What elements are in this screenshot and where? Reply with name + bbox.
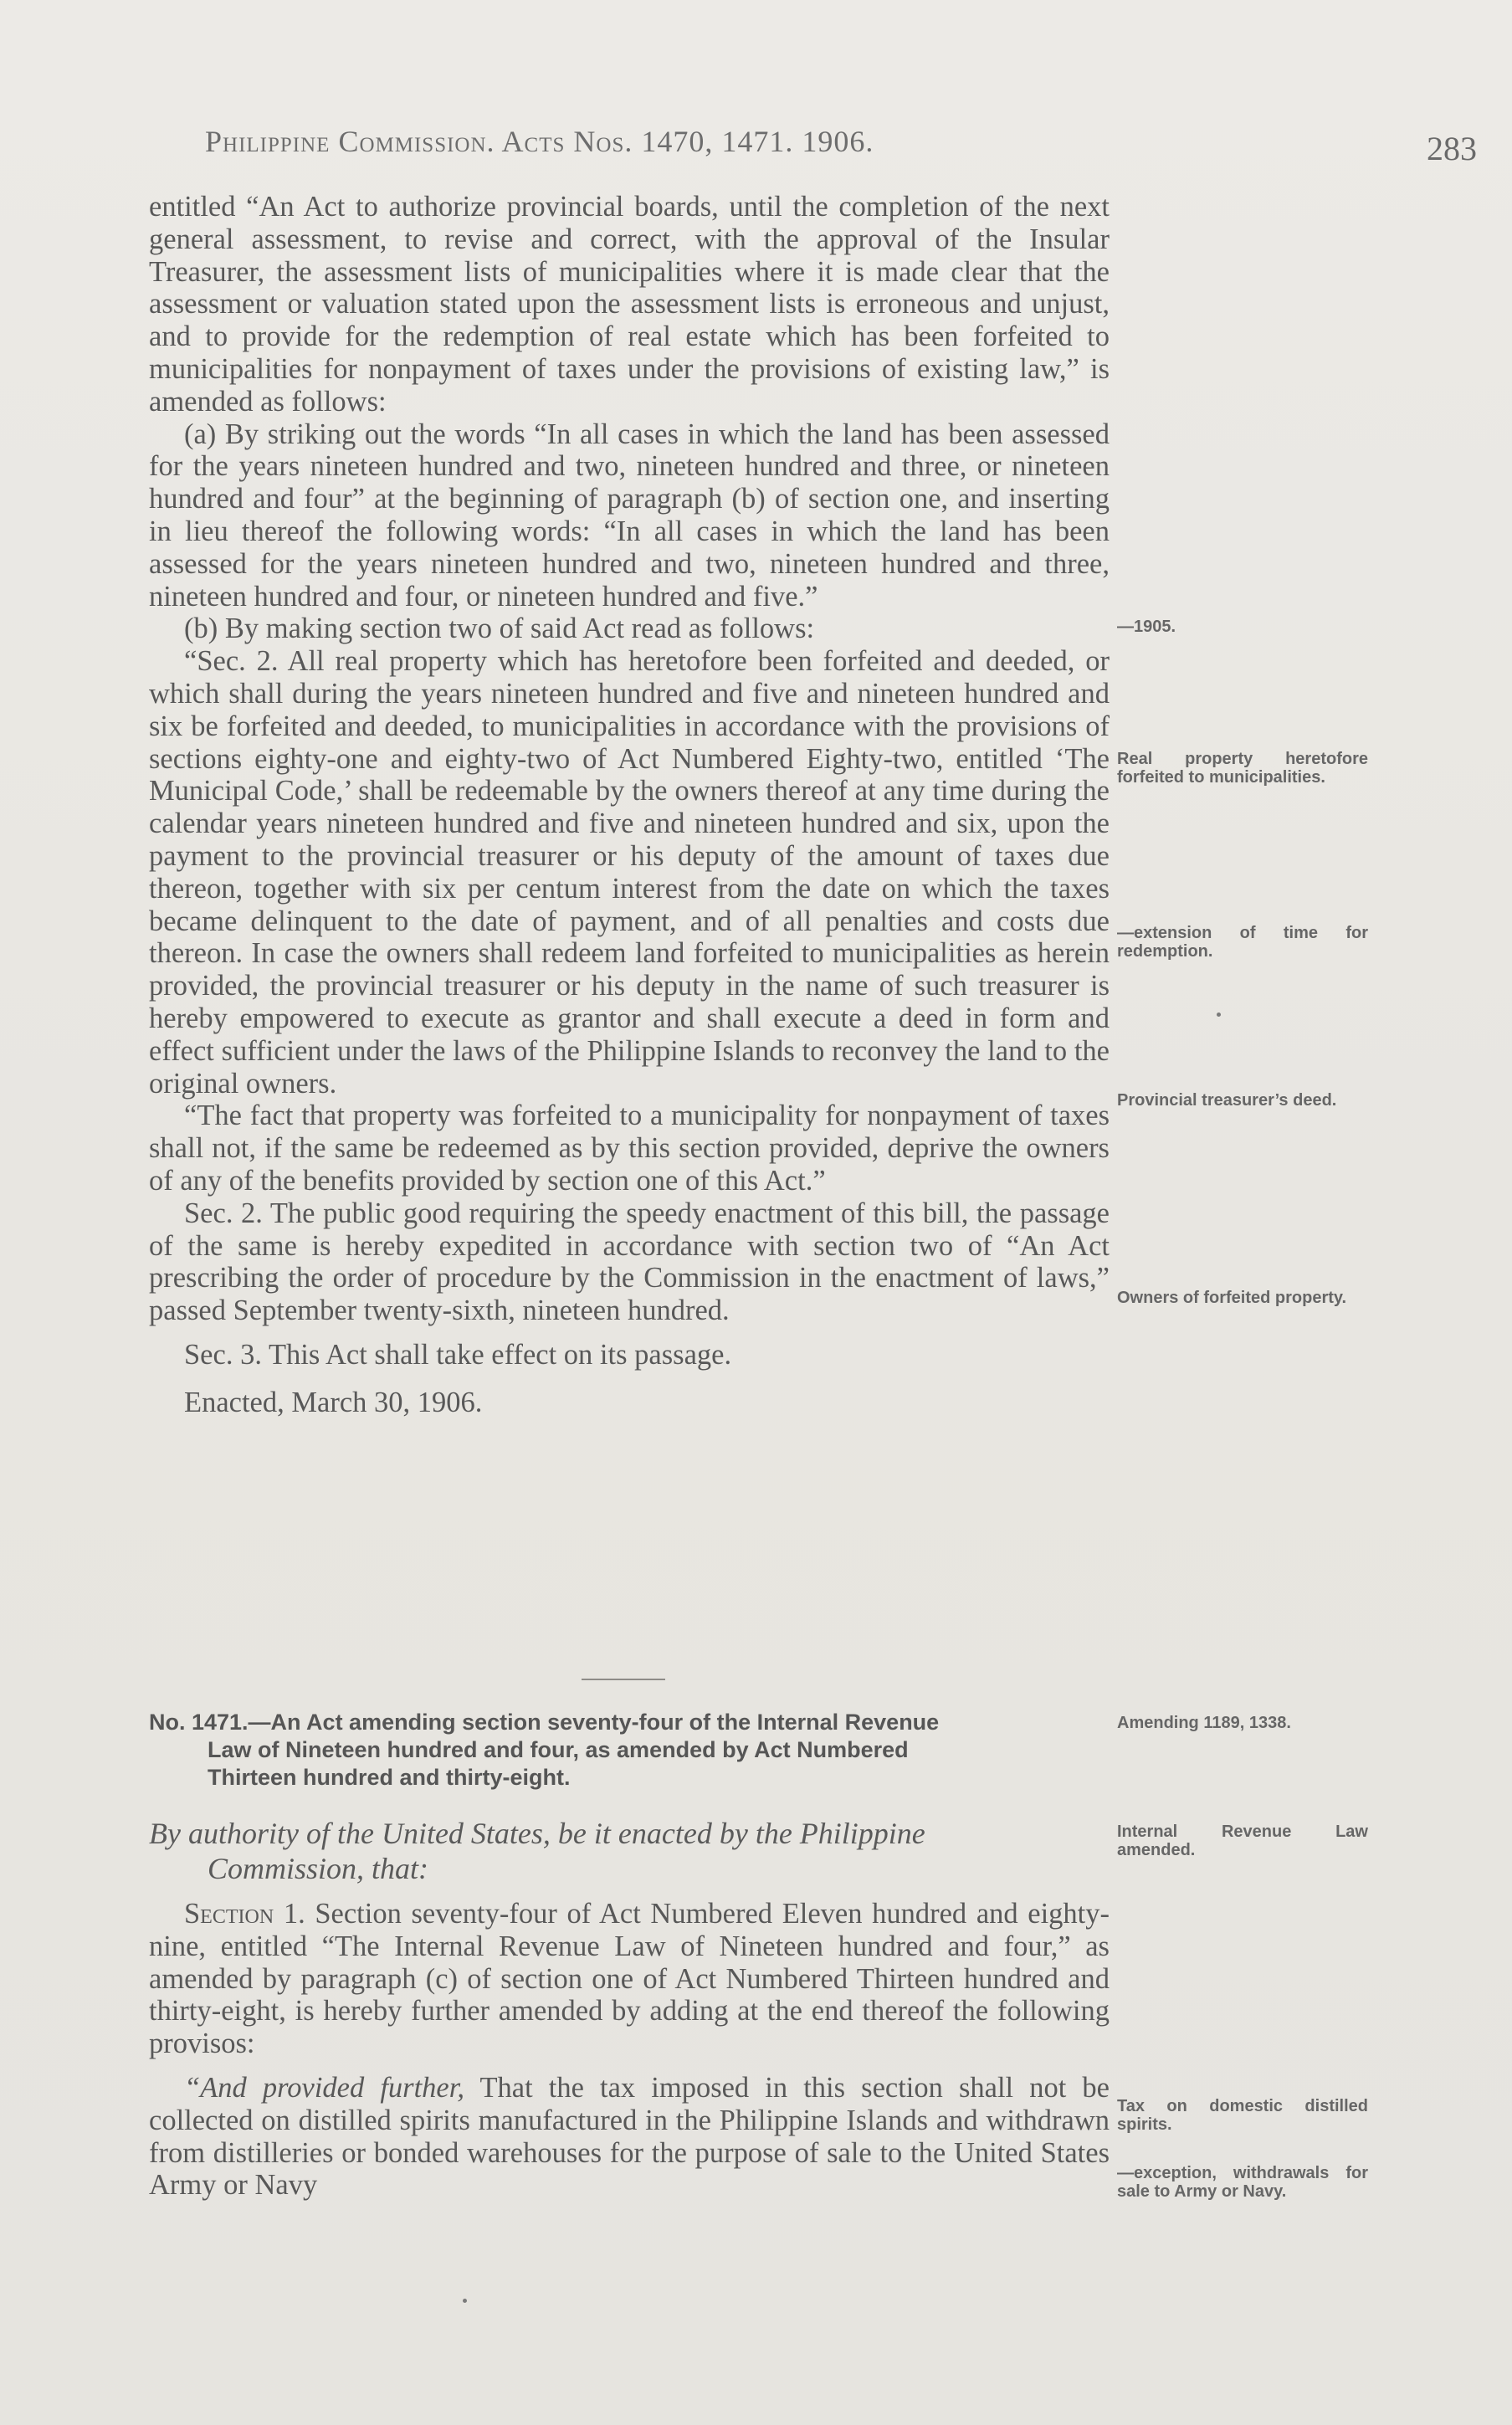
enacted-date: Enacted, March 30, 1906. [184,1386,483,1418]
enacting-line: Commission, that: [208,1852,429,1885]
margin-note-amending: Amending 1189, 1338. [1117,1714,1291,1732]
act-title-line: Thirteen hundred and thirty-eight. [208,1765,571,1790]
paragraph-proviso [149,2072,1110,2202]
act-title-line: No. 1471.—An Act amending section seventy-four of the Internal Revenue [149,1710,940,1735]
margin-note-internal-revenue: Internal Revenue Law amended. [1117,1823,1368,1859]
paragraph-sec3: Sec. 3. This Act shall take effect on its passage. [184,1338,732,1371]
section-divider [582,1679,665,1680]
paragraph-sec2-quoted: “Sec. 2. All real property which has heretofore been forfeited and deeded, or which shall during the years nineteen hundred and five and nineteen hundred and six be forfeited and deeded, to municipalities in accordance with the provisions of sections eighty-one and eighty-two of Act Numbered Eighty-two, entitled ‘The Municipal Code,’ shall be redeemable by the owners thereof at any time during the calendar years nineteen hundred and five and nineteen hundred and six, upon the payment to the provincial treasurer or his deputy of the amount of taxes due thereon, together with six per centum interest from the date on which the taxes became delinquent to the date of payment, and of all penalties and costs due thereon. In case the owners shall redeem land forfeited to municipalities as herein provided, the provincial treasurer or his deputy in the name of such treasurer is hereby empowered to execute as grantor and shall execute a deed in form and effect sufficient under the laws of the Philippine Islands to reconvey the land to the original owners. [149,645,1110,1100]
act-1470-body [149,191,1110,1418]
margin-note-extension: —extension of time for redemption. [1117,924,1368,961]
ink-speck [1217,1013,1221,1017]
margin-note-1905: —1905. [1117,618,1176,636]
paragraph-entitled: entitled “An Act to authorize provincial boards, until the completion of the next general assessment, to revise and correct, with the approval of the Insular Treasurer, the assessment lists of municipalities where it is made clear that the assessment or valuation stated upon the assessment lists is erroneous and unjust, and to provide for the redemption of real estate which has been forfeited to municipalities for nonpayment of taxes under the provisions of existing law,” is amended as follows: [149,191,1110,418]
margin-note-real-property: Real property heretofore forfeited to municipalities. [1117,750,1368,787]
margin-note-exception: —exception, withdrawals for sale to Army or Navy. [1117,2164,1368,2201]
ink-speck [463,2299,467,2303]
proviso-label: “And provided further, [184,2071,464,2104]
margin-note-tax-spirits: Tax on domestic distilled spirits. [1117,2097,1368,2134]
running-header: Philippine Commission. Acts Nos. 1470, 1471. 1906. [205,125,874,158]
paragraph-section-1 [149,1898,1110,2060]
section-label: Section 1. [184,1898,305,1930]
margin-note-owners: Owners of forfeited property. [1117,1289,1347,1307]
paragraph-b: (b) By making section two of said Act read as follows: [184,613,815,645]
enacting-clause [149,1816,1110,1886]
proviso-text: That the tax imposed in this section shall not be collected on distilled spirits manufactured in the Philippine Islands and withdrawn from distilleries or bonded warehouses for the purpose of sale to the United States Army or Navy [149,2071,1110,2202]
section-text: Section seventy-four of Act Numbered Eleven hundred and eighty-nine, entitled “The Internal Revenue Law of Nineteen hundred and four,” as amended by paragraph (c) of section one of Act Numbered Thirteen hundred and thirty-eight, is hereby further amended by adding at the end thereof the following provisos: [149,1898,1110,2060]
act-1471-title [149,1709,1110,1792]
paragraph-sec2-expedite: Sec. 2. The public good requiring the speedy enactment of this bill, the passage of the same is hereby expedited in accordance with section two of “An Act prescribing the order of procedure by the Commission in the enactment of laws,” passed September twenty-sixth, nineteen hundred. [149,1197,1110,1327]
act-title-line: Law of Nineteen hundred and four, as amended by Act Numbered [208,1737,909,1762]
margin-note-treasurers-deed: Provincial treasurer’s deed. [1117,1091,1337,1110]
page-number: 283 [1427,130,1477,167]
enacting-line: By authority of the United States, be it enacted by the Philippine [149,1817,925,1850]
paragraph-a: (a) By striking out the words “In all cases in which the land has been assessed for the years nineteen hundred and two, nineteen hundred and three, or nineteen hundred and four” at the beginning of paragraph (b) of section one, and inserting in lieu thereof the following words: “In all cases in which the land has been assessed for the years nineteen hundred and two, nineteen hundred and three, nineteen hundred and four, or nineteen hundred and five.” [149,418,1110,613]
paragraph-forfeited-fact: “The fact that property was forfeited to a municipality for nonpayment of taxes shall not, if the same be redeemed as by this section provided, deprive the owners of any of the benefits provided by section one of this Act.” [149,1100,1110,1197]
act-1471-body [149,1898,1110,2202]
